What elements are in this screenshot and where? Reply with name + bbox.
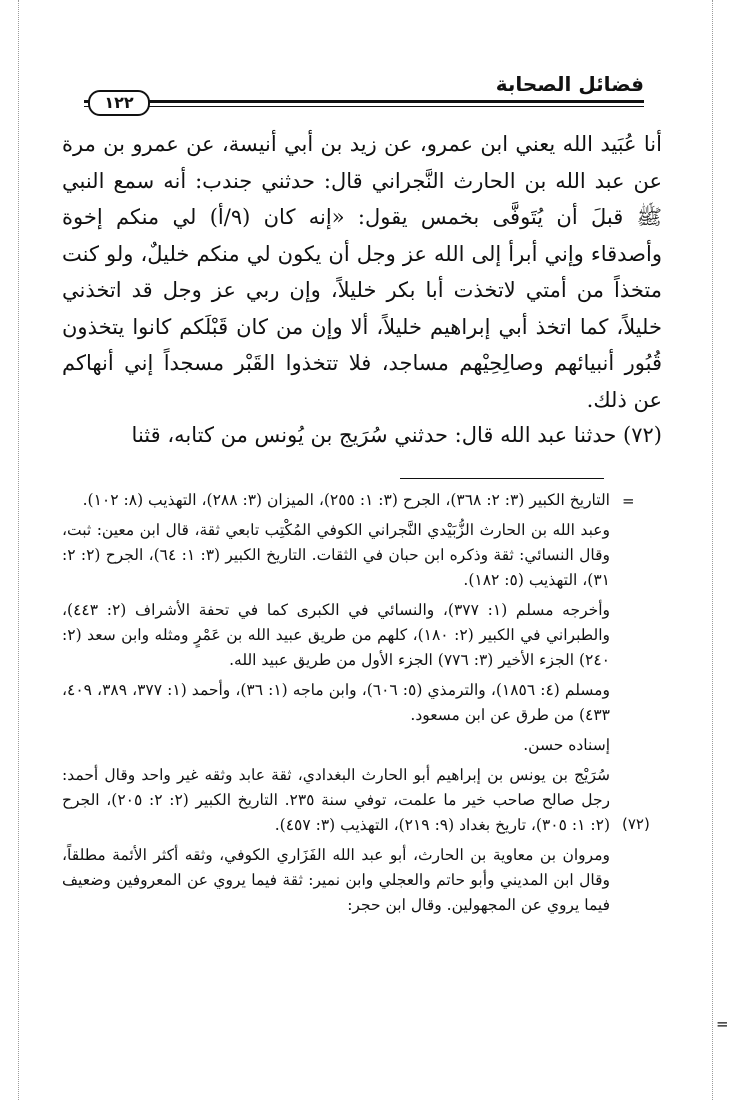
- hadith-72-opening: (٧٢) حدثنا عبد الله قال: حدثني سُرَيج بن يُونس من كتابه، قثنا: [131, 423, 662, 447]
- footnotes: [62, 488, 610, 923]
- footnote-block: وعبد الله بن الحارث الزُّبَيْدي النَّجراني الكوفي المُكْتِب تابعي ثقة، قال ابن معين: ثبت، وقال النسائي: ثقة وذكره ابن حبان في الثقات. التاريخ الكبير (٣: ١: ٦٤)، الجرح (٢: ٢: ٣١)، التهذيب (٥: ١٨٢).: [62, 521, 611, 589]
- running-title: فضائل الصحابة: [495, 72, 644, 96]
- margin-dotted-line-right: [712, 0, 713, 1100]
- page-number: ١٢٢: [88, 90, 150, 116]
- footnote-block: ومروان بن معاوية بن الحارث، أبو عبد الله الفَزَاري الكوفي، وثقه أكثر الأئمة مطلقاً، وقال ابن المديني وأبو حاتم والعجلي وابن نمير: ثقة فيما يروي عن المعروفين وضعيف فيما يروي عن المجهولين. وقال ابن حجر:: [62, 846, 610, 914]
- footnote-block: وأخرجه مسلم (١: ٣٧٧)، والنسائي في الكبرى كما في تحفة الأشراف (٢: ٤٤٣)، والطبراني في الكبير (٢: ١٨٠)، كلهم من طريق عبيد الله بن عَمْرٍ ومثله وابن سعد (٢: ٢٤٠) الجزء الأخير (٣: ٧٧٦) الجزء الأول من طريق عبيد الله.: [62, 601, 611, 669]
- page-header: [84, 72, 644, 112]
- footnote-block: سُرَيْج بن يونس بن إبراهيم أبو الحارث البغدادي، ثقة عابد وثقه غير واحد وقال أحمد: رجل صالح صاحب خير ما علمت، توفي سنة ٢٣٥. التاريخ الكبير (٢: ٢: ٢٠٥)، الجرح (٢: ١: ٣٠٥)، تاريخ بغداد (٩: ٢١٩)، التهذيب (٣: ٤٥٧).: [62, 766, 611, 834]
- footnote-block: التاريخ الكبير (٣: ٢: ٣٦٨)، الجرح (٣: ١: ٢٥٥)، الميزان (٣: ٢٨٨)، التهذيب (٨: ١٠٢).: [82, 491, 610, 509]
- footnote-block: إسناده حسن.: [523, 736, 610, 754]
- header-rule-thin: [84, 106, 644, 107]
- continuation-marker-end: =: [716, 1015, 729, 1033]
- continuation-marker: =: [622, 492, 635, 510]
- footnote-separator: [400, 478, 604, 479]
- footnote-block: ومسلم (٤: ١٨٥٦)، والترمذي (٥: ٦٠٦)، وابن ماجه (١: ٣٦)، وأحمد (١: ٣٧٧، ٣٨٩، ٤٠٩، ٤٣٣) من طرق عن ابن مسعود.: [62, 681, 610, 724]
- margin-dotted-line-left: [18, 0, 19, 1100]
- footnote-number-72: (٧٢): [622, 815, 650, 833]
- main-paragraph: أنا عُبَيد الله يعني ابن عمرو، عن زيد بن أبي أنيسة، عن عمرو بن مرة عن عبد الله بن الحارث النَّجراني قال: حدثني جندب: أنه سمع النبي ﷺ قبلَ أن يُتَوفَّى بخمس يقول: «إنه كان (٩/أ) لي منكم إخوة وأصدقاء وإني أبرأ إلى الله عز وجل أن يكون لي منكم خليلٌ، ولو كنت متخذاً من أمتي لاتخذت أبا بكر خليلاً، وإن ربي عز وجل قد اتخذني خليلاً، كما اتخذ أبي إبراهيم خليلاً، ألا وإن من كان قَبْلَكم كانوا يتخذون قُبُور أنبيائهم وصالِحِيْهم مساجد، فلا تتخذوا القَبْر مسجداً إني أنهاكم عن ذلك.: [62, 132, 662, 412]
- header-rule: [84, 100, 644, 103]
